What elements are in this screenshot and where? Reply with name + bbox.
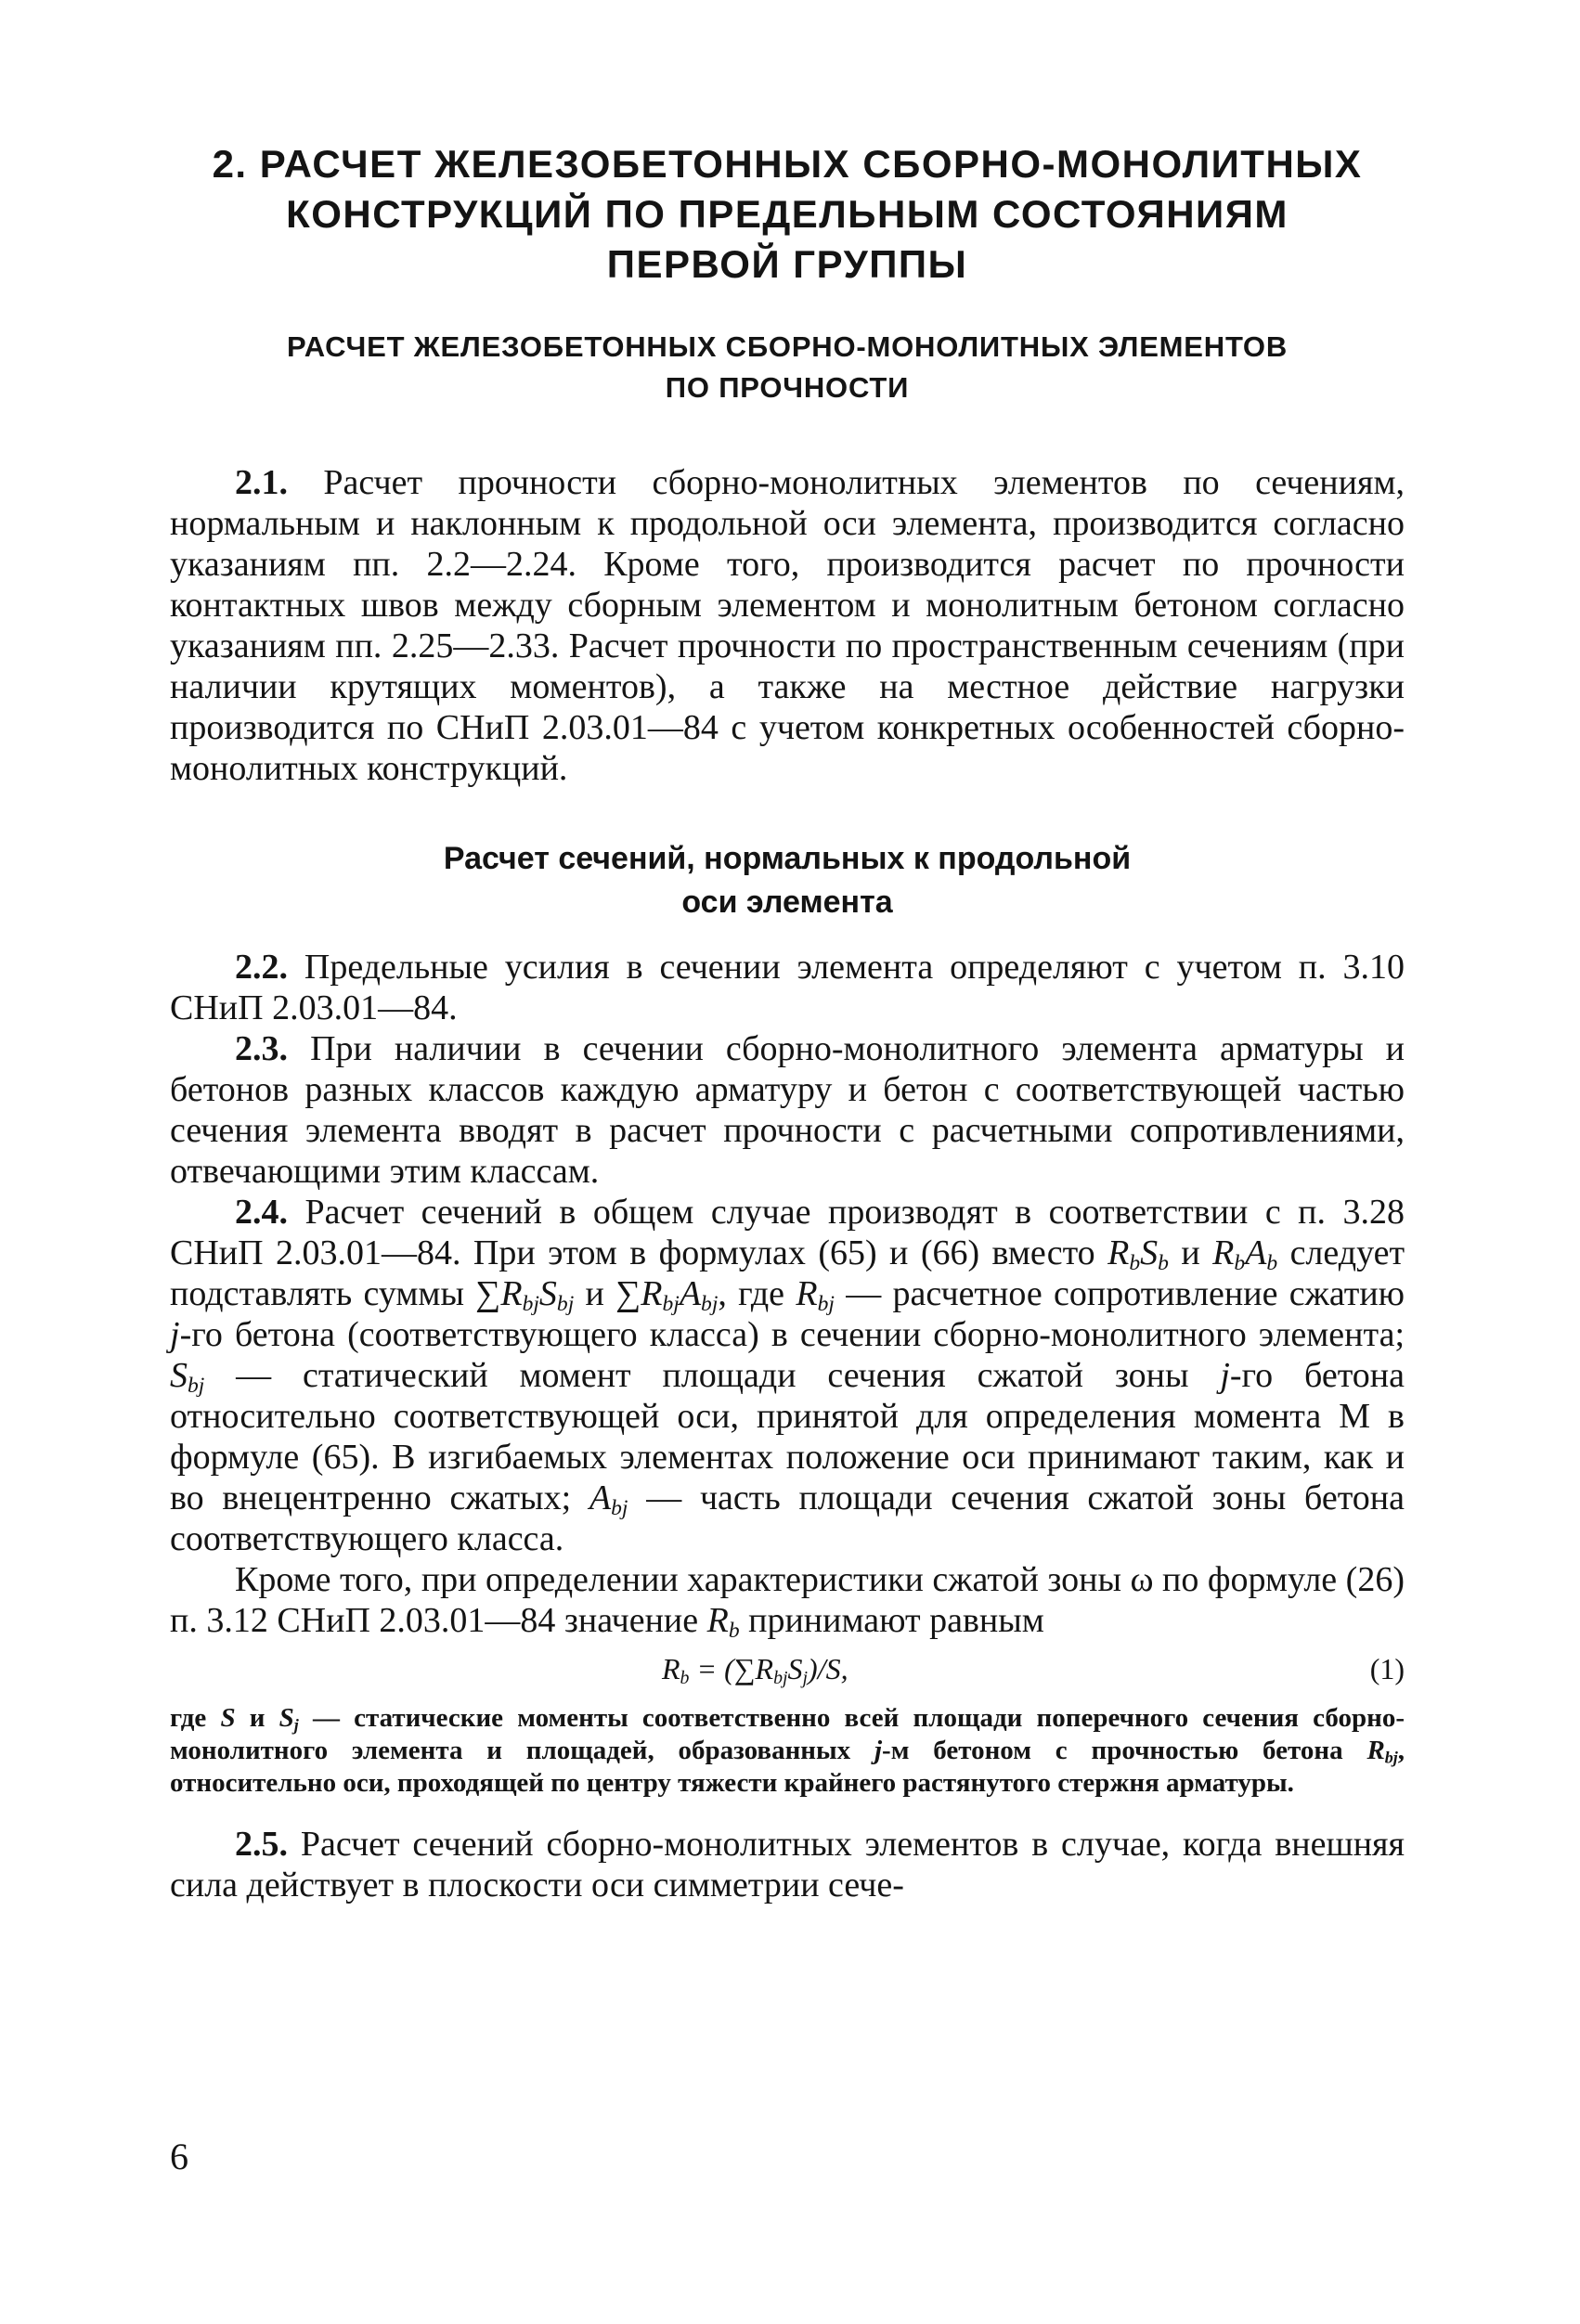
symbol-abj: $A_{bj}$	[589, 1478, 628, 1520]
symbol-sum-rbj-sbj: $\sum R_{bj}S_{bj}$	[475, 1274, 575, 1316]
subsection-title	[170, 837, 1405, 924]
paragraph-text: -го бетона (соответствующего класса) в сечении сборно-монолитного элемента;	[179, 1315, 1405, 1354]
paragraph-2-4-continued	[170, 1559, 1405, 1641]
paragraph-2-5	[170, 1824, 1405, 1905]
paragraph-2-1	[170, 462, 1405, 789]
paragraph-text: Предельные усилия в сечении элемента определяют с учетом п. 3.10 СНиП 2.03.01—84.	[170, 948, 1405, 1027]
symbol-rb: $R_b$	[706, 1601, 740, 1643]
page-number: 6	[170, 2136, 188, 2177]
paragraph-number: 2.5.	[235, 1825, 288, 1864]
formula-1	[170, 1646, 1405, 1698]
paragraph-number: 2.4.	[235, 1193, 288, 1232]
paragraph-text: , где	[718, 1274, 785, 1313]
section-title-line: ПО ПРОЧНОСТИ	[665, 371, 910, 404]
formula-note: где S и $S_j$ — статические моменты соответственно всей площади поперечного сечения сборно-монолитного элемента и площадей, образованных j-м бетоном с прочностью бетона $R_{bj}$, относительно оси, проходящей по центру тяжести крайнего растянутого стержня арматуры.	[170, 1703, 1405, 1798]
page-content	[170, 139, 1405, 1905]
chapter-title-line: ПЕРВОЙ ГРУППЫ	[606, 242, 968, 286]
paragraph-text: — статический момент площади сечения сжатой зоны	[236, 1356, 1189, 1395]
paragraph-text: Кроме того, при определении характеристики сжатой зоны ω по формуле (26) п. 3.12 СНиП 2.03.01—84 значение	[170, 1560, 1405, 1640]
chapter-title-line: 2. РАСЧЕТ ЖЕЛЕЗОБЕТОННЫХ СБОРНО-МОНОЛИТНЫХ	[212, 142, 1363, 186]
symbol-rb-ab: $R_bA_b$	[1212, 1233, 1278, 1275]
chapter-title	[170, 139, 1405, 290]
symbol-rbj: $R_{bj}$	[796, 1274, 835, 1316]
symbol-j: j	[1220, 1356, 1230, 1395]
paragraph-text: принимают равным	[748, 1601, 1044, 1640]
section-title-line: РАСЧЕТ ЖЕЛЕЗОБЕТОННЫХ СБОРНО-МОНОЛИТНЫХ ЭЛЕМЕНТОВ	[286, 330, 1289, 363]
paragraph-text: -го бетона относительно соответствующей оси, принятой для определения момента М в формуле (65). В изгибаемых элементах положение оси принимают таким, как и во внецентренно сжатых;	[170, 1356, 1405, 1517]
section-title	[170, 327, 1405, 408]
subsection-title-line: оси элемента	[681, 884, 893, 920]
paragraph-text: — расчетное сопротивление сжатию	[846, 1274, 1405, 1313]
formula-number: (1)	[1369, 1652, 1405, 1685]
paragraph-text: — часть площади сечения сжатой зоны бетона соответствующего класса.	[170, 1478, 1405, 1558]
formula-expression: $R_b = (\sum R_{bj}S_j)/S$,	[662, 1652, 848, 1688]
paragraph-number: 2.1.	[235, 463, 288, 502]
symbol-sbj: $S_{bj}$	[170, 1356, 205, 1398]
paragraph-text: и	[585, 1274, 604, 1313]
paragraph-2-3	[170, 1028, 1405, 1192]
paragraph-text: При наличии в сечении сборно-монолитного элемента арматуры и бетонов разных классов каждую арматуру и бетон с соответствующей частью сечения элемента вводят в расчет прочности с расчетными сопротивлениями, отвечающими этим классам.	[170, 1029, 1405, 1191]
paragraph-text: Расчет сечений в общем случае производят в соответствии с п. 3.28 СНиП 2.03.01—84. При этом в формулах (65) и (66) вместо	[170, 1193, 1405, 1272]
paragraph-text: и	[1181, 1233, 1200, 1272]
paragraph-2-4	[170, 1192, 1405, 1559]
paragraph-number: 2.2.	[235, 948, 288, 987]
paragraph-text: Расчет сечений сборно-монолитных элементов в случае, когда внешняя сила действует в плоскости оси симметрии сече-	[170, 1825, 1405, 1904]
paragraph-number: 2.3.	[235, 1029, 288, 1068]
paragraph-text: Расчет прочности сборно-монолитных элементов по сечениям, нормальным и наклонным к продольной оси элемента, производится согласно указаниям пп. 2.2—2.24. Кроме того, производится расчет по прочности контактных швов между сборным элементом и монолитным бетоном согласно указаниям пп. 2.25—2.33. Расчет прочности по пространственным сечениям (при наличии крутящих моментов), а также на местное действие нагрузки производится по СНиП 2.03.01—84 с учетом конкретных особенностей сборно-монолитных конструкций.	[170, 463, 1405, 788]
paragraph-text: следует подставлять суммы	[170, 1233, 1405, 1313]
symbol-sum-rbj-abj: $\sum R_{bj}A_{bj}$	[615, 1274, 719, 1316]
paragraph-2-2	[170, 947, 1405, 1028]
symbol-rb-sb: $R_bS_b$	[1107, 1233, 1169, 1275]
chapter-title-line: КОНСТРУКЦИЙ ПО ПРЕДЕЛЬНЫМ СОСТОЯНИЯМ	[286, 192, 1289, 236]
subsection-title-line: Расчет сечений, нормальных к продольной	[443, 841, 1132, 876]
symbol-j: j	[170, 1315, 180, 1354]
